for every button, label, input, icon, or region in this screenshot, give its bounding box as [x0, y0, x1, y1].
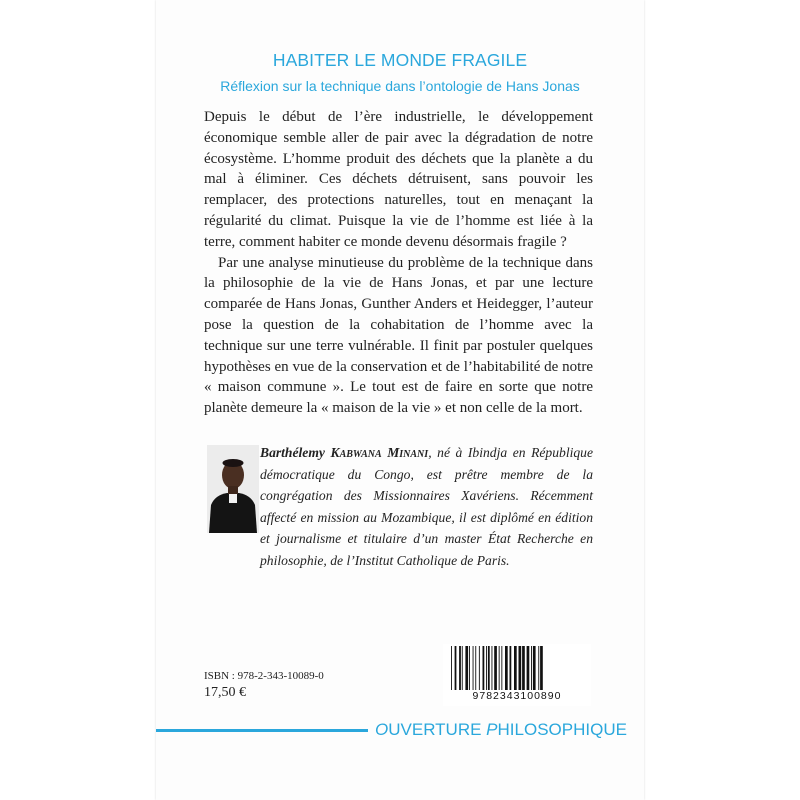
author-bio — [260, 442, 593, 571]
author-photo — [207, 445, 259, 533]
barcode-bars — [443, 644, 591, 690]
collection-name — [375, 720, 627, 740]
author-bio-text: , né à Ibindja en République démocratique du Congo, est prêtre membre de la congrégation des Missionnaires Xavériens. Récemment affecté en mission au Mozambique, il est diplômé en édition et journalisme et titulaire d’un master État Recherche en philosophie, de l’Institut Catholique de Paris. — [260, 445, 594, 568]
collection-word-1: UVERTURE — [388, 720, 487, 739]
collection-initial-2: P — [486, 720, 498, 739]
collection-rule — [156, 729, 368, 732]
collection-initial-1: O — [375, 720, 389, 739]
book-title: HABITER LE MONDE FRAGILE — [272, 50, 528, 70]
collection-word-2: HILOSOPHIQUE — [497, 720, 627, 739]
book-subtitle: Réflexion sur la technique dans l’ontologie de Hans Jonas — [220, 78, 580, 94]
barcode — [443, 644, 591, 706]
blurb — [204, 107, 593, 419]
blurb-paragraph-2: Par une analyse minutieuse du problème de la technique dans la philosophie de la vie de Hans Jonas, et par une lecture comparée de Hans Jonas, Gunther Anders et Heidegger, l’auteur pose la question de la cohabitation de l’homme avec la technique sur une terre vulnérable. Il finit par postuler quelques hypothèses en vue de la conservation et de l’habitabilité de notre « maison commune ». Le tout est de faire en sorte que notre planète demeure la « maison de la vie » et non celle de la mort. — [204, 254, 593, 417]
price: 17,50 € — [204, 685, 246, 700]
author-last-name: Kabwana Minani — [330, 445, 429, 460]
author-first-name: Barthélemy — [260, 445, 325, 460]
barcode-number: 9782343100890 — [472, 690, 562, 702]
blurb-paragraph-1: Depuis le début de l’ère industrielle, le développement économique semble aller de pair avec la dégradation de notre écosystème. L’homme produit des déchets que la planète a du mal à éliminer. Ces déchets détruisent, sans pouvoir les remplacer, des protections naturelles, tout en menaçant la régularité du climat. Puisque la vie de l’homme est liée à la terre, comment habiter ce monde devenu désormais fragile ? — [204, 109, 593, 250]
isbn: ISBN : 978-2-343-10089-0 — [204, 670, 324, 682]
book-back-cover — [156, 0, 644, 800]
